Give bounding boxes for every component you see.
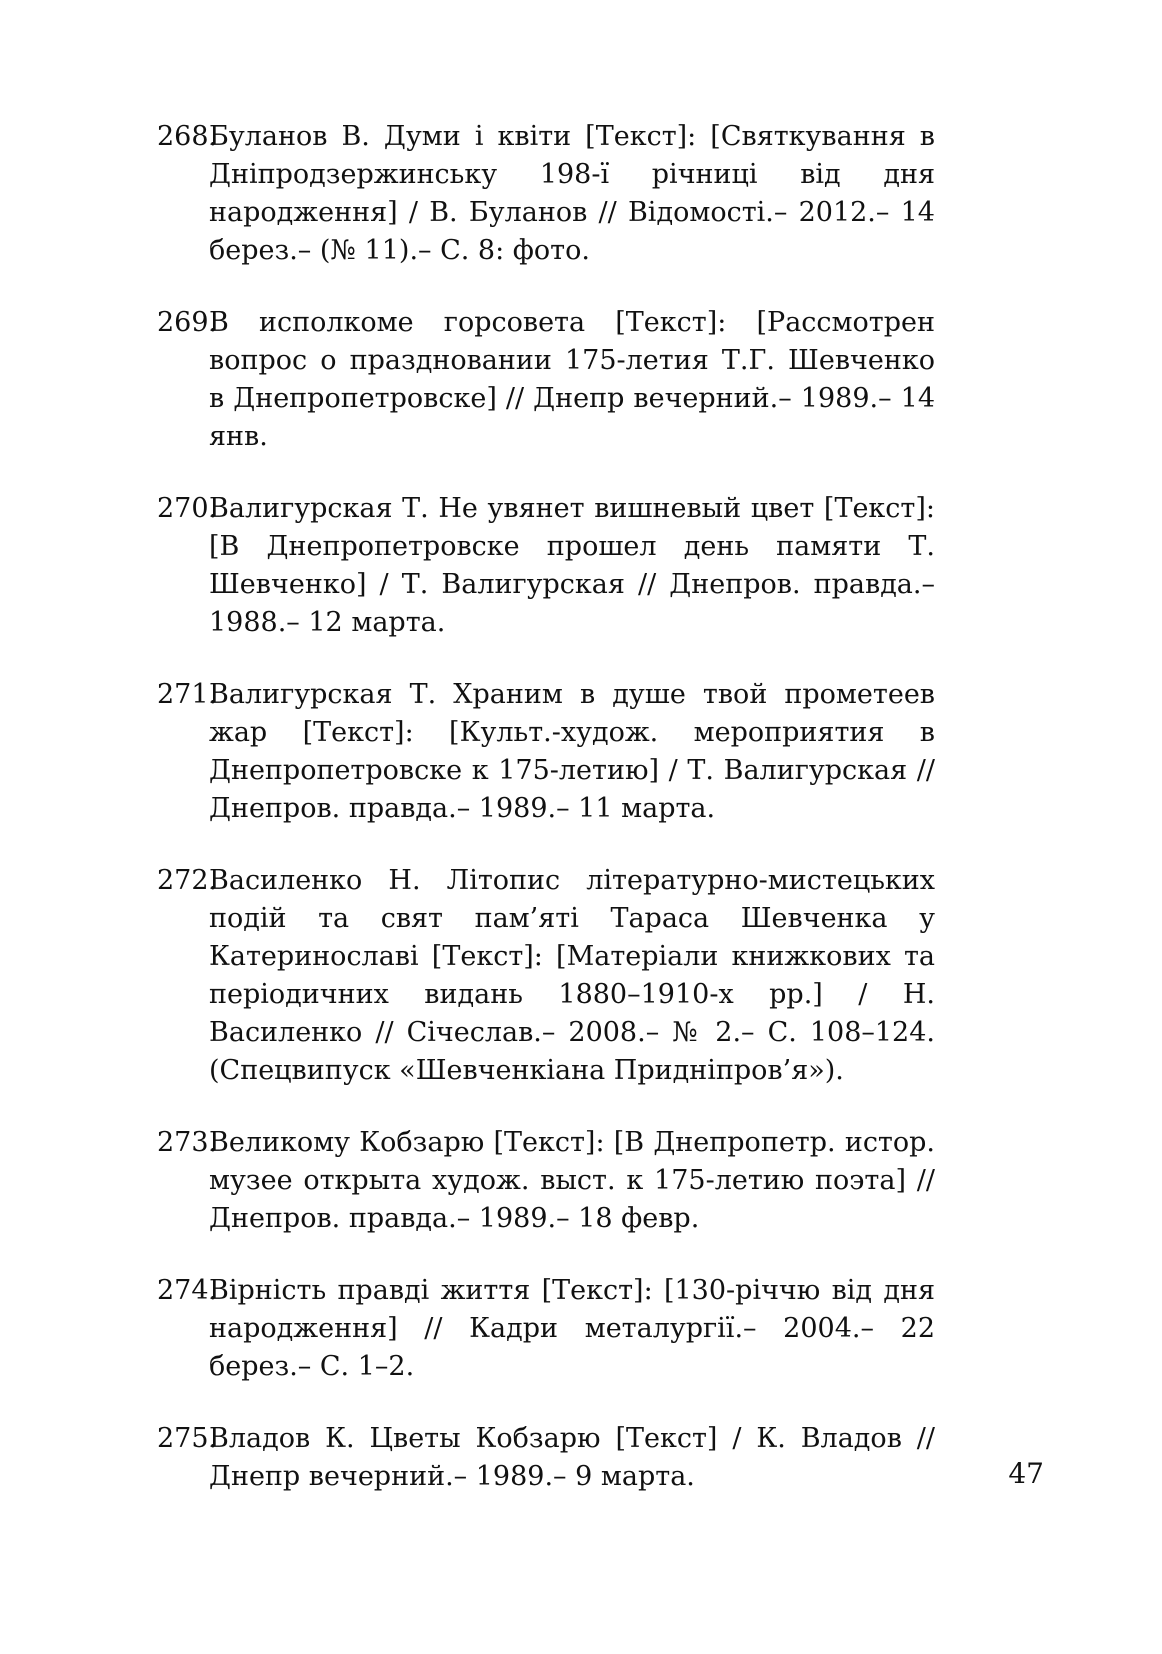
entry-text: Василенко Н. Літопис літературно-мистецьких подій та свят пам’яті Тараса Шевченка у Катеринославі [Текст]: [Матеріали книжкових та періодичних видань 1880–1910-х рр.] / Н. Василенко // Січеслав.– 2008.– № 2.– С. 108–124. (Спецвипуск «Шевченкіана Придніпров’я»). xyxy=(209,865,935,1086)
entry-text: Валигурская Т. Не увянет вишневый цвет [Текст]: [В Днепропетровске прошел день памяти Т. Шевченко] / Т. Валигурская // Днепров. правда.– 1988.– 12 марта. xyxy=(209,493,935,638)
entry-text: В исполкоме горсовета [Текст]: [Рассмотрен вопрос о праздновании 175-летия Т.Г. Шевченко в Днепропетровске] // Днепр вечерний.– 1989.– 14 янв. xyxy=(209,307,935,452)
bibliography-entry-274 xyxy=(157,1272,935,1386)
bibliography-list xyxy=(157,118,935,1530)
bibliography-entry-270 xyxy=(157,490,935,642)
bibliography-entry-271 xyxy=(157,676,935,828)
entry-text: Буланов В. Думи і квіти [Текст]: [Святкування в Дніпродзержинську 198-ї річниці від дня народження] / В. Буланов // Відомості.– 2012.– 14 берез.– (№ 11).– С. 8: фото. xyxy=(209,121,935,266)
bibliography-entry-268 xyxy=(157,118,935,270)
entry-number: 274. xyxy=(157,1275,218,1306)
entry-number: 269. xyxy=(157,307,218,338)
entry-number: 271. xyxy=(157,679,218,710)
entry-text: Великому Кобзарю [Текст]: [В Днепропетр. истор. музее открыта худож. выст. к 175-летию поэта] // Днепров. правда.– 1989.– 18 февр. xyxy=(209,1127,935,1234)
entry-text: Валигурская Т. Храним в душе твой прометеев жар [Текст]: [Культ.-худож. мероприятия в Днепропетровске к 175-летию] / Т. Валигурская // Днепров. правда.– 1989.– 11 марта. xyxy=(209,679,935,824)
entry-number: 273. xyxy=(157,1127,218,1158)
entry-number: 270. xyxy=(157,493,218,524)
bibliography-entry-273 xyxy=(157,1124,935,1238)
entry-number: 268. xyxy=(157,121,218,152)
page-number: 47 xyxy=(1008,1457,1044,1490)
entry-number: 275. xyxy=(157,1423,218,1454)
bibliography-entry-275 xyxy=(157,1420,935,1496)
bibliography-entry-272 xyxy=(157,862,935,1090)
entry-text: Владов К. Цветы Кобзарю [Текст] / К. Владов // Днепр вечерний.– 1989.– 9 марта. xyxy=(209,1423,935,1492)
bibliography-entry-269 xyxy=(157,304,935,456)
entry-number: 272. xyxy=(157,865,218,896)
entry-text: Вірність правді життя [Текст]: [130-річчю від дня народження] // Кадри металургії.– 2004.– 22 берез.– С. 1–2. xyxy=(209,1275,935,1382)
